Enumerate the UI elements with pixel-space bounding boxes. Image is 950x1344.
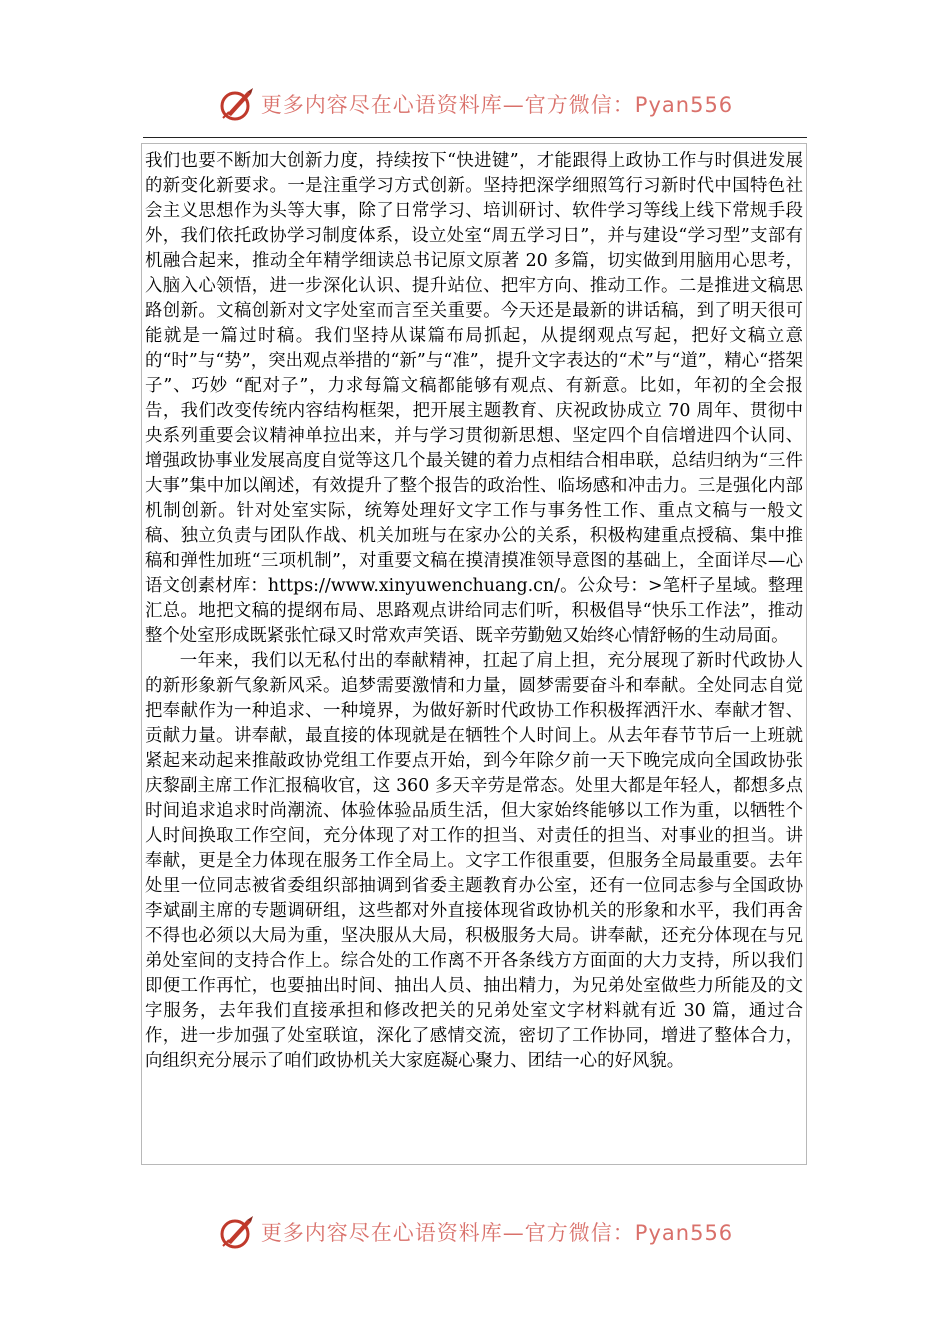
footer-banner xyxy=(0,1210,950,1254)
quill-pen-logo-icon xyxy=(217,1212,257,1252)
header-banner-text: 更多内容尽在心语资料库—官方微信：Pyan556 xyxy=(260,93,734,117)
paragraph-dedication: 一年来，我们以无私付出的奉献精神，扛起了肩上担，充分展现了新时代政协人的新形象新气象新风采。追梦需要激情和力量，圆梦需要奋斗和奉献。全处同志自觉把奉献作为一种追求、一种境界，为做好新时代政协工作积极挥洒汗水、奉献才智、贡献力量。讲奉献，最直接的体现就是在牺牲个人时间上。从去年春节节后一上班就紧起来动起来推敲政协党组工作要点开始，到今年除夕前一天下晚完成向全国政协张庆黎副主席工作汇报稿收官，这 360 多天辛劳是常态。处里大都是年轻人，都想多点时间追求追求时尚潮流、体验体验品质生活，但大家始终能够以工作为重，以牺牲个人时间换取工作空间，充分体现了对工作的担当、对责任的担当、对事业的担当。讲奉献，更是全力体现在服务工作全局上。文字工作很重要，但服务全局最重要。去年处里一位同志被省委组织部抽调到省委主题教育办公室，还有一位同志参与全国政协李斌副主席的专题调研组，这些都对外直接体现省政协机关的形象和水平，我们再舍不得也必须以大局为重，坚决服从大局，积极服务大局。讲奉献，还充分体现在与兄弟处室间的支持合作上。综合处的工作离不开各条线方方面面的大力支持，所以我们即便工作再忙，也要抽出时间、抽出人员、抽出精力，为兄弟处室做些力所能及的文字服务，去年我们直接承担和修改把关的兄弟处室文字材料就有近 30 篇，通过合作，进一步加强了处室联谊，深化了感情交流，密切了工作协同，增进了整体合力，向组织充分展示了咱们政协机关大家庭凝心聚力、团结一心的好风貌。 xyxy=(145,651,803,1071)
paragraph-innovation: 我们也要不断加大创新力度，持续按下“快进键”，才能跟得上政协工作与时俱进发展的新变化新要求。一是注重学习方式创新。坚持把深学细照笃行习新时代中国特色社会主义思想作为头等大事，除了日常学习、培训研讨、软件学习等线上线下常规手段外，我们依托政协学习制度体系，设立处室“周五学习日”，并与建设“学习型”支部有机融合起来，推动全年精学细读总书记原文原著 20 多篇，切实做到用脑用心思考，入脑入心领悟，进一步深化认识、提升站位、把牢方向、推动工作。二是推进文稿思路创新。文稿创新对文字处室而言至关重要。今天还是最新的讲话稿，到了明天很可能就是一篇过时稿。我们坚持从谋篇布局抓起，从提纲观点写起，把好文稿立意的“时”与“势”，突出观点举措的“新”与“准”，提升文字表达的“术”与“道”，精心“搭架子”、巧妙 “配对子”，力求每篇文稿都能够有观点、有新意。比如，年初的全会报告，我们改变传统内容结构框架，把开展主题教育、庆祝政协成立 70 周年、贯彻中央系列重要会议精神单拉出来，并与学习贯彻新思想、坚定四个自信增进四个认同、增强政协事业发展高度自觉等这几个最关键的着力点相结合相串联，总结归纳为“三件大事”集中加以阐述，有效提升了整个报告的政治性、临场感和冲击力。三是强化内部机制创新。针对处室实际，统筹处理好文字工作与事务性工作、重点文稿与一般文稿、独立负责与团队作战、机关加班与在家办公的关系，积极构建重点授稿、集中推稿和弹性加班“三项机制”，对重要文稿在摸清摸准领导意图的基础上，全面详尽—心语文创素材库：https://www.xinyuwenchuang.cn/。公众号：>笔杆子星域。整理汇总。地把文稿的提纲布局、思路观点讲给同志们听，积极倡导“快乐工作法”，推动整个处室形成既紧张忙碌又时常欢声笑语、既辛劳勤勉又始终心情舒畅的生动局面。 xyxy=(145,151,803,646)
header-divider xyxy=(143,137,807,138)
footer-banner-text: 更多内容尽在心语资料库—官方微信：Pyan556 xyxy=(260,1221,734,1245)
document-body xyxy=(141,143,807,1165)
header-banner xyxy=(0,82,950,126)
quill-pen-logo-icon xyxy=(217,84,257,124)
